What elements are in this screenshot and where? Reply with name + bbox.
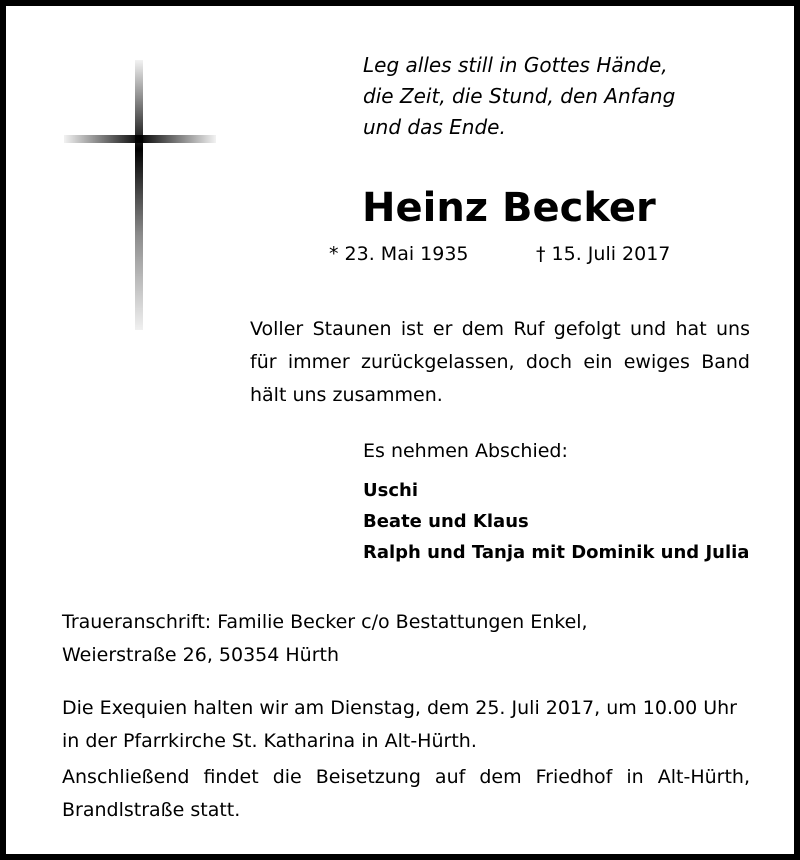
cross-horizontal-beam: [64, 135, 216, 143]
quote-line: für immer zurückgelassen, doch ein ewiges Band: [250, 351, 750, 373]
burial-line: Brandlstraße statt.: [62, 799, 241, 821]
quote-line: Voller Staunen ist er dem Ruf gefolgt und hat uns: [250, 318, 750, 340]
motto-line: die Zeit, die Stund, den Anfang: [363, 84, 676, 108]
birth-date: * 23. Mai 1935: [329, 243, 469, 265]
deceased-name: Heinz Becker: [362, 185, 656, 231]
mourner-name: Uschi: [363, 480, 418, 501]
memorial-quote: [250, 313, 750, 412]
service-line: Die Exequien halten wir am Dienstag, dem 25. Juli 2017, um 10.00 Uhr: [62, 697, 737, 719]
condolence-address: [62, 606, 588, 672]
mourner-name: Beate und Klaus: [363, 511, 529, 532]
service-line: in der Pfarrkirche St. Katharina in Alt-Hürth.: [62, 730, 477, 752]
motto-line: und das Ende.: [363, 115, 506, 139]
mourner-name: Ralph und Tanja mit Dominik und Julia: [363, 542, 750, 563]
address-line: Traueranschrift: Familie Becker c/o Bestattungen Enkel,: [62, 611, 588, 633]
motto-verse: [363, 50, 675, 143]
death-date: † 15. Juli 2017: [536, 243, 671, 265]
burial-line: Anschließend findet die Beisetzung auf dem Friedhof in Alt-Hürth,: [62, 766, 750, 788]
farewell-intro: Es nehmen Abschied:: [363, 440, 568, 462]
address-line: Weierstraße 26, 50354 Hürth: [62, 644, 340, 666]
motto-line: Leg alles still in Gottes Hände,: [363, 53, 668, 77]
funeral-service-info: [62, 692, 750, 758]
quote-line: hält uns zusammen.: [250, 384, 443, 406]
burial-info: [62, 761, 750, 827]
cross-vertical-beam: [135, 60, 143, 330]
mourners-list: [363, 475, 749, 568]
